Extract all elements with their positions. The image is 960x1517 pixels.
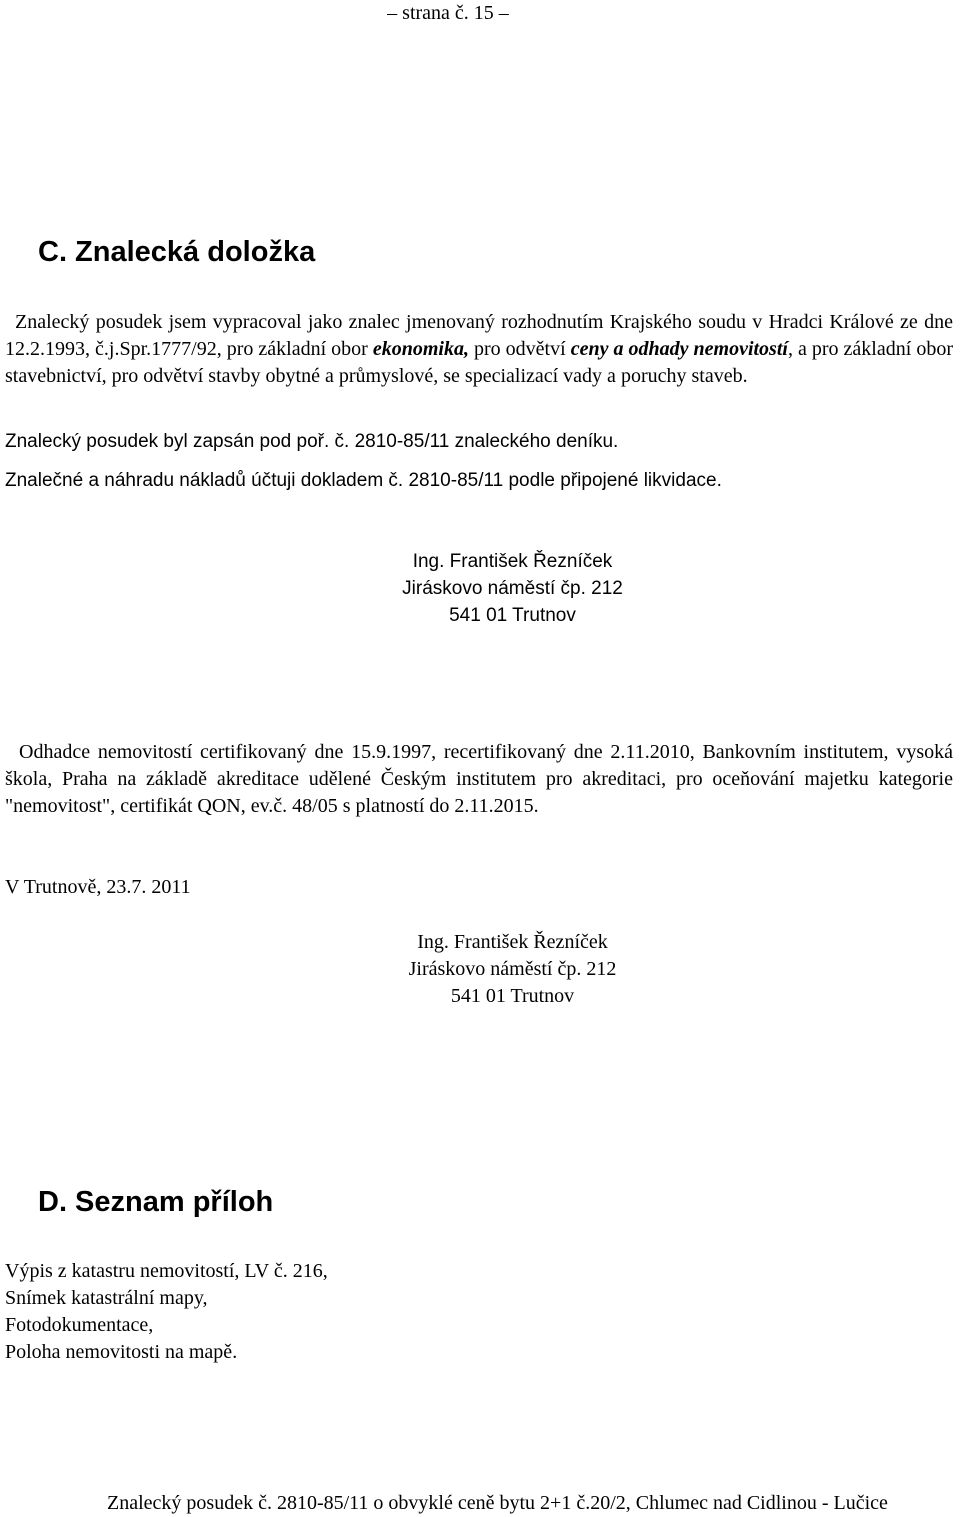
signer-street: Jiráskovo náměstí čp. 212 xyxy=(402,578,623,599)
list-item: Poloha nemovitosti na mapě. xyxy=(5,1341,238,1363)
signer-city: 541 01 Trutnov xyxy=(449,605,576,626)
signature-block xyxy=(380,548,645,629)
certification-text: Odhadce nemovitostí certifikovaný dne 15.9.1997, recertifikovaný dne 2.11.2010, Bankovním institutem, vysoká škola, Praha na základě akreditace udělené Českým institutem pro akreditaci, pro oceňování majetku kategorie "nemovitost", certifikát QON, ev.č. 48/05 s platností do 2.11.2015. xyxy=(5,741,953,817)
certification-paragraph xyxy=(5,739,953,820)
signer-name: Ing. František Řezníček xyxy=(412,551,613,572)
place-date: V Trutnově, 23.7. 2011 xyxy=(5,876,191,898)
signer-city-2: 541 01 Trutnov xyxy=(450,985,575,1007)
clause-text-b: pro odvětví xyxy=(468,338,571,360)
clause-text-a: Znalecký posudek jsem vypracoval jako znalec jmenovaný rozhodnutím Krajského soudu v Hradci Králové ze dne 12.2.1993, č.j.Spr.1777/92, pro základní obor xyxy=(5,311,953,360)
list-item: Výpis z katastru nemovitostí, LV č. 216, xyxy=(5,1260,328,1282)
page-number-header: – strana č. 15 – xyxy=(387,2,509,24)
expert-clause-paragraph xyxy=(5,309,953,390)
section-c-heading: C. Znalecká doložka xyxy=(38,236,316,268)
attachments-list xyxy=(5,1258,328,1366)
signer-name-2: Ing. František Řezníček xyxy=(417,931,608,953)
list-item: Snímek katastrální mapy, xyxy=(5,1287,208,1309)
fee-statement-line: Znalečné a náhradu nákladů účtuji dokladem č. 2810-85/11 podle připojené likvidace. xyxy=(5,470,722,491)
field-ceny-odhady: ceny a odhady nemovitostí xyxy=(570,338,788,360)
page-footer: Znalecký posudek č. 2810-85/11 o obvyklé ceně bytu 2+1 č.20/2, Chlumec nad Cidlinou - Lučice xyxy=(107,1492,888,1514)
journal-entry-line: Znalecký posudek byl zapsán pod poř. č. 2810-85/11 znaleckého deníku. xyxy=(5,431,619,452)
signature-block-2 xyxy=(380,929,645,1010)
clause-text-c: , a pro základní obor stavebnictví, pro odvětví stavby obytné a průmyslové, se specializací vady a poruchy staveb. xyxy=(5,338,953,387)
section-d-heading: D. Seznam příloh xyxy=(38,1186,274,1218)
field-ekonomika: ekonomika, xyxy=(372,338,469,360)
signer-street-2: Jiráskovo náměstí čp. 212 xyxy=(408,958,617,980)
list-item: Fotodokumentace, xyxy=(5,1314,154,1336)
